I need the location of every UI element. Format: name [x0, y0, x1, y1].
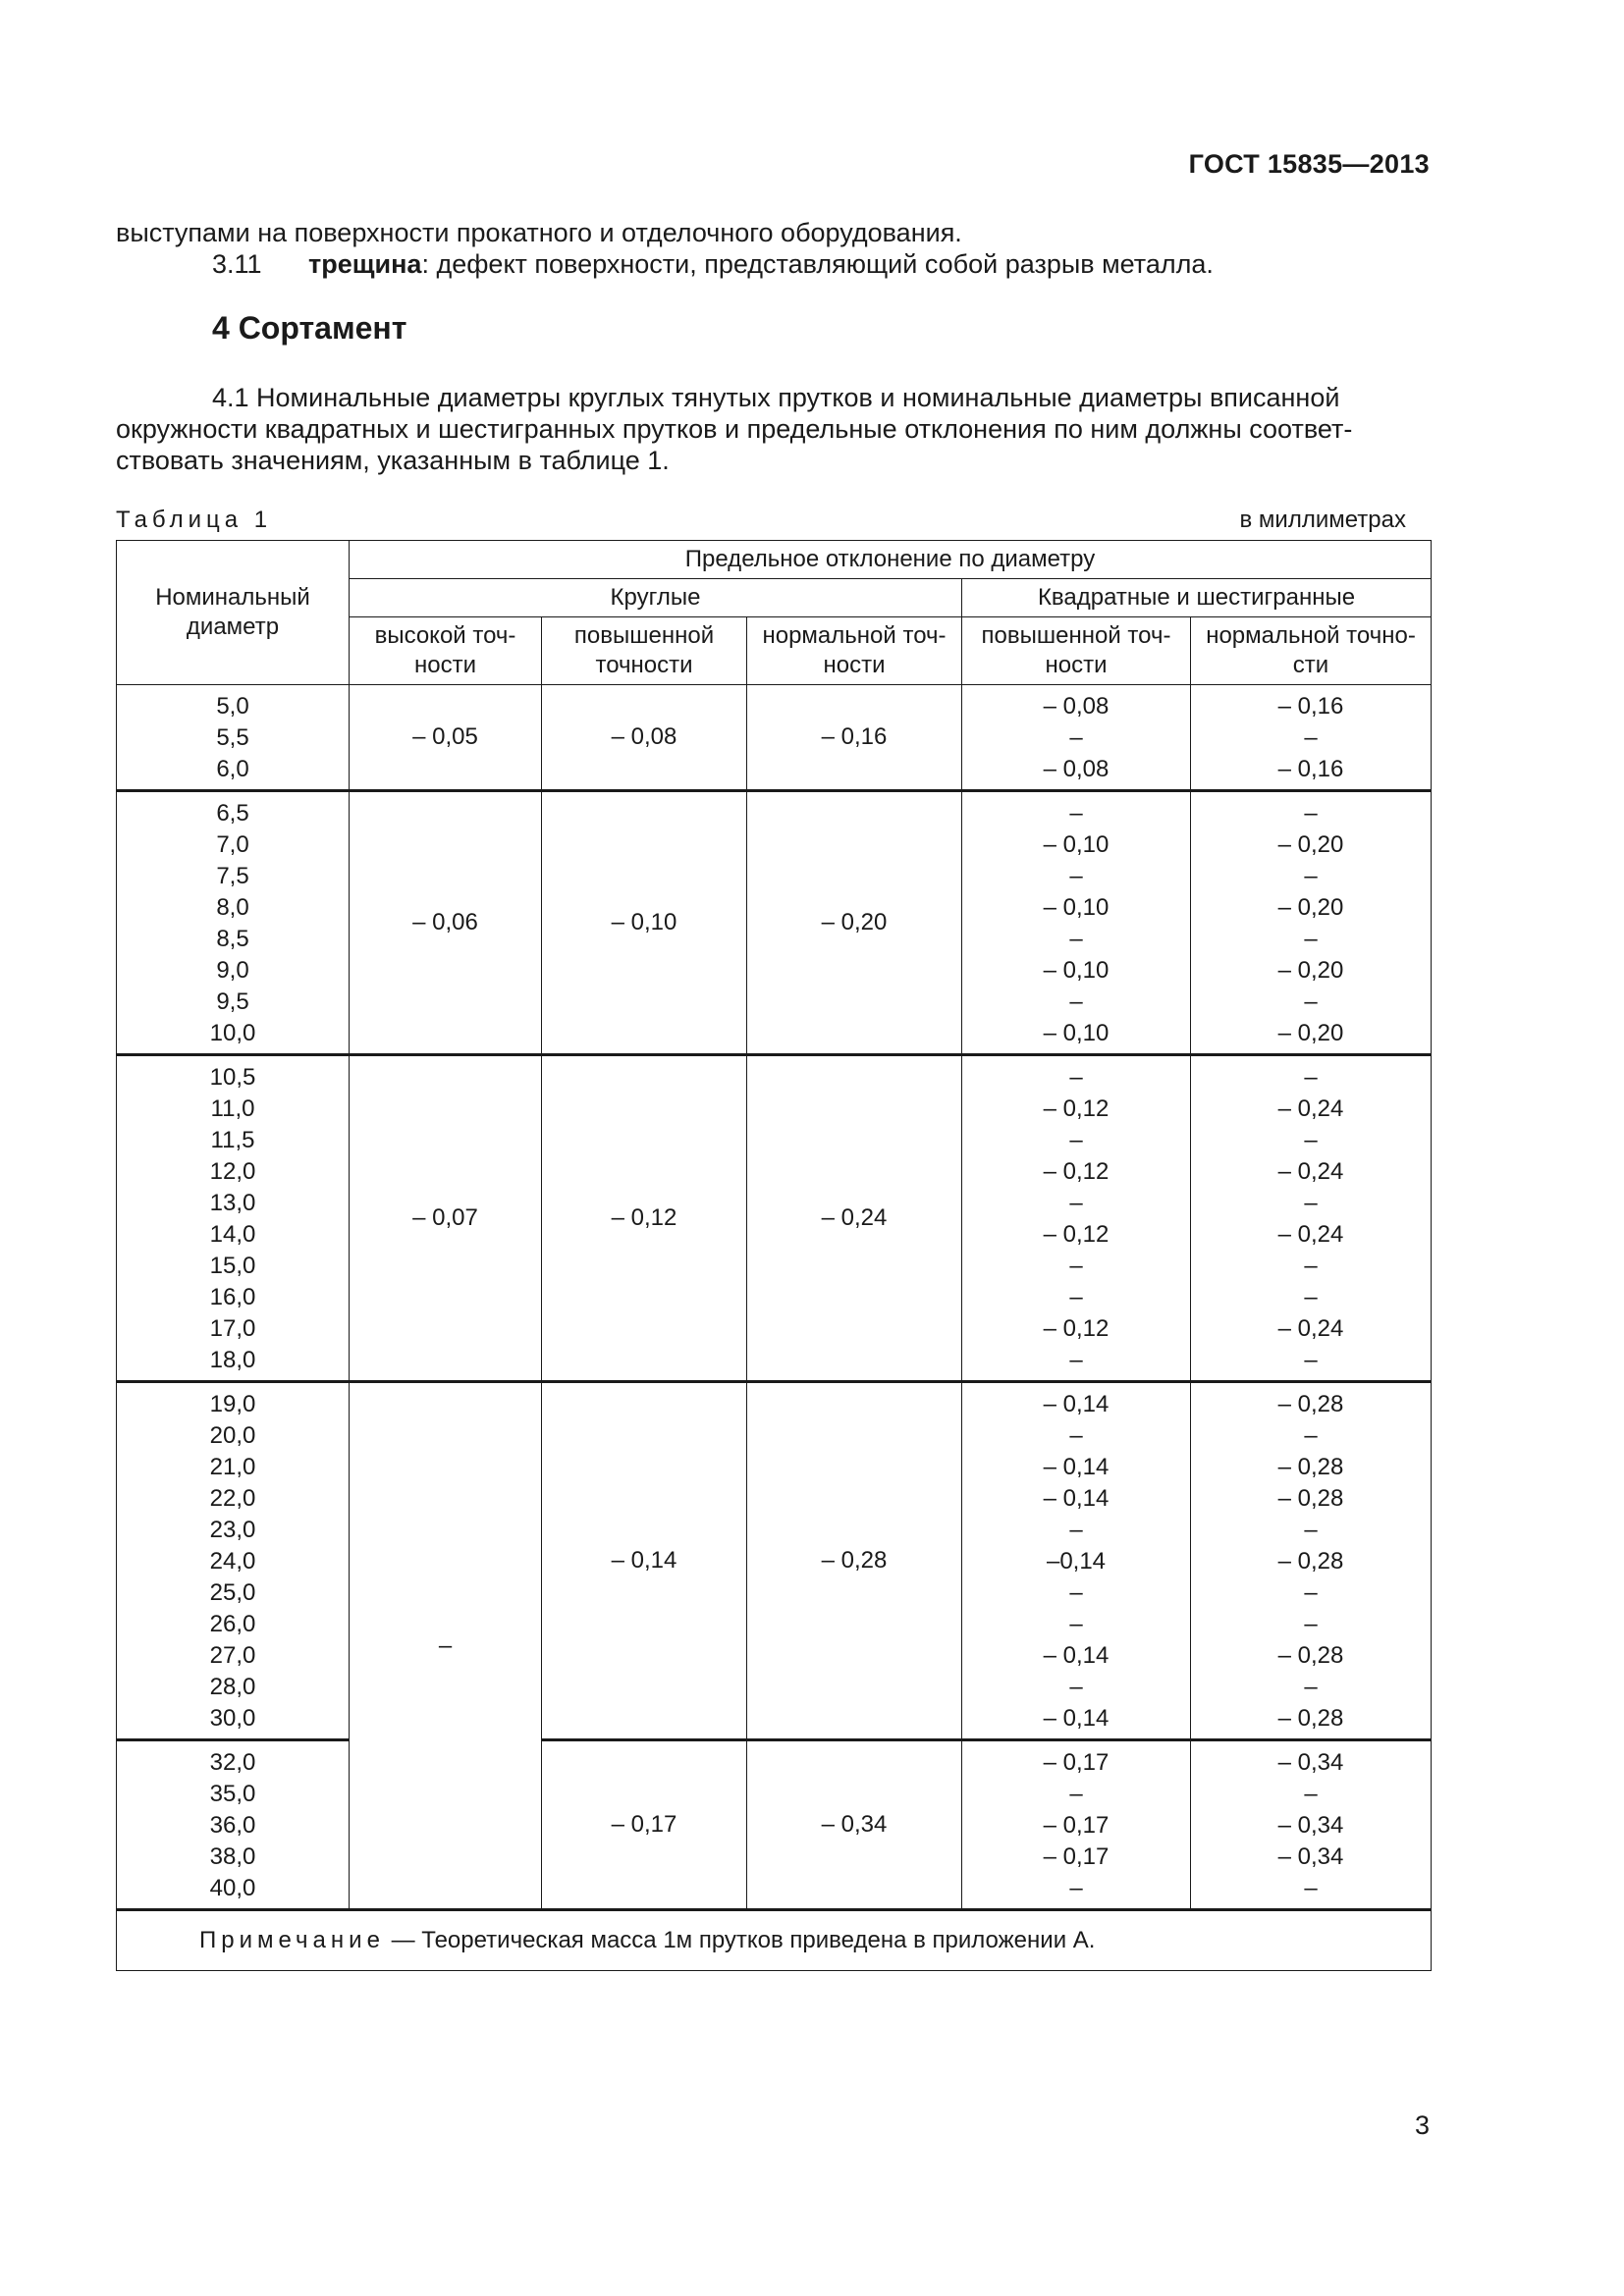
nominal-diameters: [117, 1055, 350, 1382]
sq-normal-values-value: – 0,28: [1277, 1485, 1344, 1512]
note-label: Примечание: [199, 1927, 385, 1953]
nominal-diameters-value: 11,0: [210, 1095, 255, 1122]
nominal-diameters-value: 9,0: [216, 957, 249, 984]
page-number: 3: [1414, 2110, 1430, 2140]
sq-normal-values-value: –: [1304, 1347, 1318, 1373]
table-note: [117, 1910, 1432, 1971]
normal-precision-value: – 0,28: [747, 1382, 962, 1740]
sq-increased-values-value: – 0,17: [1043, 1749, 1110, 1776]
nominal-diameters-value: 14,0: [209, 1221, 256, 1248]
sq-normal-values-value: – 0,20: [1277, 957, 1344, 984]
header-deviation: Предельное отклонение по диаметру: [350, 541, 1432, 579]
sq-increased-values: [962, 1055, 1191, 1382]
nominal-diameters-value: 32,0: [209, 1749, 256, 1776]
normal-precision-value: – 0,16: [747, 685, 962, 791]
nominal-diameters: [117, 1382, 350, 1740]
nominal-diameters-value: 23,0: [209, 1517, 256, 1543]
sq-normal-values-value: – 0,28: [1277, 1454, 1344, 1480]
nominal-diameters-value: 10,0: [209, 1020, 256, 1046]
nominal-diameters-value: 40,0: [209, 1875, 256, 1901]
header-sq-increased-precision: повышенной точ-ности: [962, 617, 1191, 685]
sq-increased-values-value: – 0,14: [1043, 1391, 1110, 1417]
increased-precision-value: – 0,08: [542, 685, 747, 791]
sq-increased-values-value: – 0,17: [1043, 1812, 1110, 1839]
sq-increased-values-value: –: [1069, 800, 1083, 827]
sq-increased-values: [962, 1382, 1191, 1740]
nominal-diameters-value: 6,5: [216, 800, 249, 827]
sq-normal-values-value: – 0,16: [1277, 756, 1344, 782]
sq-increased-values-value: –: [1069, 926, 1083, 952]
normal-precision-value: – 0,24: [747, 1055, 962, 1382]
sq-increased-values: [962, 791, 1191, 1055]
sq-normal-values-value: –: [1304, 800, 1318, 827]
sq-increased-values-value: –: [1069, 1190, 1083, 1216]
sq-normal-values-value: – 0,34: [1277, 1812, 1344, 1839]
sq-increased-values-value: – 0,10: [1043, 894, 1110, 921]
sq-normal-values-value: –: [1304, 1127, 1318, 1153]
table-caption: Таблица 1: [116, 507, 273, 533]
nominal-diameters-value: 35,0: [209, 1781, 256, 1807]
nominal-diameters-value: 18,0: [209, 1347, 256, 1373]
sq-normal-values-value: –: [1304, 1875, 1318, 1901]
sq-increased-values-value: – 0,10: [1043, 957, 1110, 984]
normal-precision-value: – 0,34: [747, 1740, 962, 1910]
nominal-diameters-value: 36,0: [209, 1812, 256, 1839]
sq-normal-values-value: –: [1304, 1253, 1318, 1279]
increased-precision-value: – 0,14: [542, 1382, 747, 1740]
nominal-diameters-value: 20,0: [209, 1422, 256, 1449]
sq-normal-values-value: –: [1304, 1579, 1318, 1606]
nominal-diameters-value: 16,0: [209, 1284, 256, 1310]
nominal-diameters-value: 13,0: [209, 1190, 256, 1216]
sq-increased-values-value: – 0,12: [1043, 1158, 1110, 1185]
sq-increased-values-value: – 0,12: [1043, 1221, 1110, 1248]
sq-increased-values-value: –: [1069, 1284, 1083, 1310]
nominal-diameters-value: 5,0: [216, 693, 249, 720]
sq-increased-values-value: –0,14: [1046, 1548, 1107, 1575]
nominal-diameters-value: 26,0: [209, 1611, 256, 1637]
standard-header: ГОСТ 15835—2013: [1188, 149, 1430, 179]
sq-normal-values: [1191, 791, 1432, 1055]
sq-increased-values-value: –: [1069, 1611, 1083, 1637]
increased-precision-value: – 0,10: [542, 791, 747, 1055]
nominal-diameters-value: 9,5: [216, 988, 249, 1015]
sq-increased-values-value: –: [1069, 1674, 1083, 1700]
nominal-diameters-value: 28,0: [209, 1674, 256, 1700]
header-nominal-diameter: Номинальный диаметр: [117, 541, 350, 685]
sq-normal-values-value: – 0,24: [1277, 1315, 1344, 1342]
paragraph-line: 4.1 Номинальные диаметры круглых тянутых прутков и номинальные диаметры вписанной: [212, 383, 1340, 412]
section-title: 4 Сортамент: [212, 310, 407, 346]
nominal-diameters-value: 11,5: [210, 1127, 255, 1153]
nominal-diameters-value: 17,0: [209, 1315, 256, 1342]
nominal-diameters-value: 38,0: [209, 1843, 256, 1870]
sq-normal-values-value: –: [1304, 1064, 1318, 1091]
sq-increased-values-value: –: [1069, 1517, 1083, 1543]
sq-increased-values-value: –: [1069, 1579, 1083, 1606]
sq-increased-values-value: – 0,14: [1043, 1454, 1110, 1480]
sq-normal-values-value: –: [1304, 926, 1318, 952]
sq-increased-values-value: –: [1069, 988, 1083, 1015]
clause-number: 3.11: [212, 249, 262, 279]
sq-normal-values: [1191, 1740, 1432, 1910]
sq-increased-values-value: –: [1069, 1875, 1083, 1901]
sq-normal-values-value: –: [1304, 724, 1318, 751]
nominal-diameters-value: 7,5: [216, 863, 249, 889]
sq-increased-values-value: – 0,14: [1043, 1705, 1110, 1732]
sq-increased-values: [962, 1740, 1191, 1910]
nominal-diameters: [117, 791, 350, 1055]
nominal-diameters-value: 24,0: [209, 1548, 256, 1575]
paragraph-line: ствовать значениям, указанным в таблице 1.: [116, 446, 670, 475]
sq-increased-values-value: – 0,12: [1043, 1095, 1110, 1122]
sq-normal-values-value: –: [1304, 1781, 1318, 1807]
sq-normal-values-value: – 0,34: [1277, 1843, 1344, 1870]
header-round: Круглые: [350, 579, 962, 617]
sq-normal-values-value: –: [1304, 1674, 1318, 1700]
nominal-diameters-value: 7,0: [216, 831, 249, 858]
sq-normal-values-value: – 0,16: [1277, 693, 1344, 720]
sq-increased-values-value: –: [1069, 1253, 1083, 1279]
nominal-diameters-value: 10,5: [209, 1064, 256, 1091]
defined-term: трещина: [308, 249, 422, 279]
sq-increased-values-value: – 0,14: [1043, 1485, 1110, 1512]
header-square-hex: Квадратные и шестигранные: [962, 579, 1432, 617]
nominal-diameters-value: 22,0: [209, 1485, 256, 1512]
sq-normal-values-value: – 0,20: [1277, 1020, 1344, 1046]
table-units: в миллиметрах: [1239, 507, 1406, 533]
tolerance-table: [116, 540, 1432, 1971]
sq-increased-values-value: – 0,08: [1043, 756, 1110, 782]
table-row: [117, 791, 1432, 1055]
definition-3-11: [212, 248, 1214, 280]
sq-increased-values-value: –: [1069, 1064, 1083, 1091]
nominal-diameters-value: 25,0: [209, 1579, 256, 1606]
sq-normal-values-value: – 0,24: [1277, 1095, 1344, 1122]
sq-increased-values-value: – 0,10: [1043, 831, 1110, 858]
sq-increased-values-value: – 0,08: [1043, 693, 1110, 720]
sq-normal-values-value: –: [1304, 1422, 1318, 1449]
header-increased-precision: повышенной точности: [542, 617, 747, 685]
sq-normal-values-value: – 0,20: [1277, 831, 1344, 858]
nominal-diameters-value: 8,0: [216, 894, 249, 921]
sq-normal-values-value: –: [1304, 1611, 1318, 1637]
table-row: [117, 685, 1432, 791]
sq-increased-values-value: –: [1069, 863, 1083, 889]
nominal-diameters-value: 15,0: [209, 1253, 256, 1279]
increased-precision-value: – 0,17: [542, 1740, 747, 1910]
sq-increased-values-value: – 0,17: [1043, 1843, 1110, 1870]
nominal-diameters-value: 30,0: [209, 1705, 256, 1732]
sq-normal-values-value: – 0,24: [1277, 1221, 1344, 1248]
paragraph-continuation: выступами на поверхности прокатного и отделочного оборудования.: [116, 218, 962, 247]
sq-normal-values-value: – 0,28: [1277, 1391, 1344, 1417]
sq-normal-values-value: –: [1304, 863, 1318, 889]
sq-normal-values-value: – 0,28: [1277, 1642, 1344, 1669]
high-precision-value: – 0,07: [350, 1055, 542, 1382]
increased-precision-value: – 0,12: [542, 1055, 747, 1382]
sq-increased-values-value: –: [1069, 724, 1083, 751]
sq-increased-values-value: –: [1069, 1781, 1083, 1807]
header-high-precision: высокой точ-ности: [350, 617, 542, 685]
nominal-diameters-value: 5,5: [216, 724, 249, 751]
nominal-diameters-value: 27,0: [209, 1642, 256, 1669]
table-row: [117, 1055, 1432, 1382]
sq-increased-values-value: – 0,10: [1043, 1020, 1110, 1046]
sq-increased-values-value: –: [1069, 1422, 1083, 1449]
nominal-diameters-value: 12,0: [209, 1158, 256, 1185]
sq-normal-values: [1191, 685, 1432, 791]
sq-normal-values: [1191, 1055, 1432, 1382]
table-row: [117, 1740, 1432, 1910]
nominal-diameters: [117, 1740, 350, 1910]
nominal-diameters-value: 21,0: [209, 1454, 256, 1480]
header-normal-precision: нормальной точ-ности: [747, 617, 962, 685]
high-precision-value: – 0,06: [350, 791, 542, 1055]
paragraph-line: окружности квадратных и шестигранных прутков и предельные отклонения по ним должны соответ-: [116, 414, 1353, 444]
sq-increased-values-value: –: [1069, 1347, 1083, 1373]
nominal-diameters-value: 6,0: [216, 756, 249, 782]
sq-normal-values-value: –: [1304, 1190, 1318, 1216]
sq-increased-values-value: – 0,12: [1043, 1315, 1110, 1342]
nominal-diameters: [117, 685, 350, 791]
sq-increased-values-value: –: [1069, 1127, 1083, 1153]
sq-normal-values-value: –: [1304, 988, 1318, 1015]
nominal-diameters-value: 8,5: [216, 926, 249, 952]
sq-normal-values-value: –: [1304, 1517, 1318, 1543]
sq-increased-values-value: – 0,14: [1043, 1642, 1110, 1669]
definition-text: : дефект поверхности, представляющий собой разрыв металла.: [421, 249, 1214, 279]
normal-precision-value: – 0,20: [747, 791, 962, 1055]
sq-normal-values-value: – 0,34: [1277, 1749, 1344, 1776]
table-row: [117, 1382, 1432, 1740]
sq-increased-values: [962, 685, 1191, 791]
sq-normal-values: [1191, 1382, 1432, 1740]
high-precision-value: – 0,05: [350, 685, 542, 791]
sq-normal-values-value: –: [1304, 1284, 1318, 1310]
nominal-diameters-value: 19,0: [209, 1391, 256, 1417]
sq-normal-values-value: – 0,28: [1277, 1548, 1344, 1575]
note-text: — Теоретическая масса 1м прутков приведена в приложении А.: [384, 1927, 1096, 1953]
sq-normal-values-value: – 0,24: [1277, 1158, 1344, 1185]
sq-normal-values-value: – 0,28: [1277, 1705, 1344, 1732]
high-precision-value: –: [350, 1382, 542, 1910]
sq-normal-values-value: – 0,20: [1277, 894, 1344, 921]
header-sq-normal-precision: нормальной точно-сти: [1191, 617, 1432, 685]
paragraph-4-1: [116, 382, 1432, 476]
